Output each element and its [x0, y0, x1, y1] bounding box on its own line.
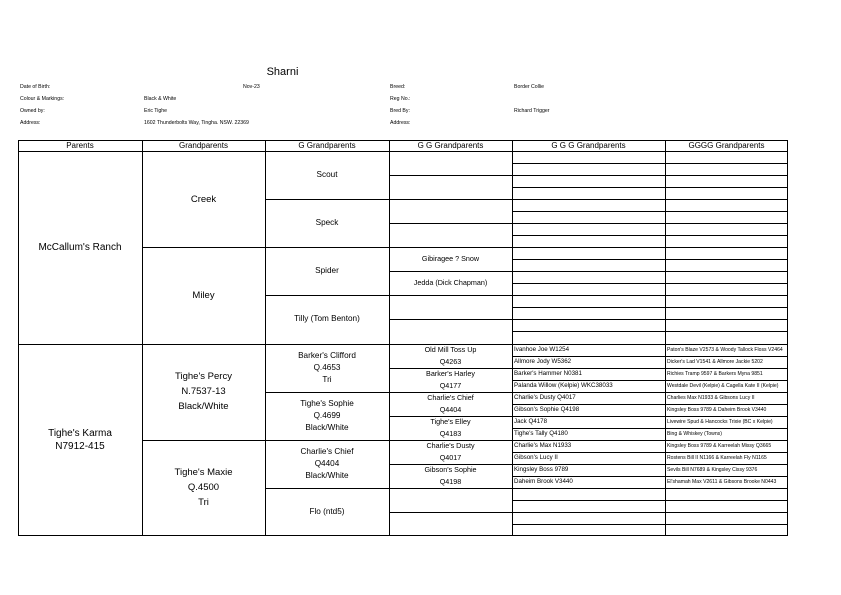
table-line [665, 416, 788, 417]
great-grandparent-name: Tighe's Sophie Q.4699 Black/White [300, 398, 354, 432]
great-grandparent-name: Flo (ntd5) [309, 506, 345, 516]
ggg-grandparent-name [512, 187, 665, 199]
table-line [512, 211, 665, 212]
gggg-grandparent-name [665, 500, 788, 512]
table-line [265, 199, 389, 200]
table-line [665, 259, 788, 260]
table-line [265, 392, 389, 393]
table-line [665, 271, 788, 272]
column-header: Parents [66, 141, 94, 150]
table-line [512, 428, 665, 429]
table-line [389, 319, 512, 320]
table-line [512, 380, 665, 381]
owned-value: Eric Tighe [144, 108, 168, 114]
table-line [512, 140, 513, 536]
gg-grandparent-name: Tighe's Elley Q4183 [430, 416, 471, 438]
gggg-grandparent-name [665, 175, 788, 187]
gg-grandparent-name: Old Mill Toss Up Q4263 [424, 344, 477, 366]
great-grandparent-name: Spider [315, 266, 339, 276]
ggg-grandparent-name [512, 211, 665, 223]
table-line [665, 223, 788, 224]
gg-grandparent-name [389, 488, 512, 512]
table-line [265, 440, 389, 441]
gggg-grandparent-name [665, 319, 788, 331]
gg-grandparent-name [389, 223, 512, 247]
table-line [512, 524, 665, 525]
table-line [512, 344, 665, 345]
address-label: Address: [20, 120, 41, 126]
table-line [665, 247, 788, 248]
column-header: GGGG Grandparents [688, 141, 765, 150]
table-line [512, 283, 665, 284]
ggg-grandparent-name [512, 283, 665, 295]
table-line [665, 319, 788, 320]
ggg-grandparent-name [512, 331, 665, 343]
table-line [18, 140, 19, 536]
table-line [265, 140, 266, 536]
table-line [142, 440, 265, 441]
table-line [389, 512, 512, 513]
ggg-grandparent-name [512, 500, 665, 512]
table-line [787, 140, 788, 536]
gggg-grandparent-name: El'shamah Max V2611 & Gibsons Brooke N0443 [667, 478, 777, 485]
column-header: G Grandparents [298, 141, 356, 150]
breed-value: Border Collie [514, 84, 544, 90]
ggg-grandparent-name: Daheim Brook V3440 [514, 478, 573, 486]
ggg-grandparent-name [512, 223, 665, 235]
table-line [512, 488, 665, 489]
table-line [512, 404, 665, 405]
table-line [512, 500, 665, 501]
table-line [512, 512, 665, 513]
ggg-grandparent-name [512, 235, 665, 247]
pedigree-table [18, 140, 788, 536]
table-line [265, 488, 389, 489]
page-title: Sharni [266, 66, 299, 78]
table-line [665, 140, 666, 536]
table-line [665, 404, 788, 405]
colour-value: Black & White [144, 96, 177, 102]
ggg-grandparent-name: Tighe's Tally Q4180 [514, 430, 568, 438]
table-line [665, 199, 788, 200]
ggg-grandparent-name [512, 199, 665, 211]
table-line [389, 140, 390, 536]
table-line [512, 331, 665, 332]
great-grandparent-name: Speck [315, 218, 339, 228]
table-line [512, 259, 665, 260]
gg-grandparent-name [389, 199, 512, 223]
gggg-grandparent-name: Bing & Whiskey (Towns) [667, 430, 722, 437]
table-line [265, 247, 389, 248]
table-line [389, 175, 512, 176]
table-line [512, 235, 665, 236]
table-line [389, 223, 512, 224]
table-line [665, 380, 788, 381]
dob-label: Date of Birth: [20, 84, 51, 90]
great-grandparent-name: Tilly (Tom Benton) [294, 314, 360, 324]
gggg-grandparent-name: Sevils Bill N7689 & Kingsley Cissy 9376 [667, 466, 758, 473]
table-line [665, 488, 788, 489]
ggg-grandparent-name: Kingsley Boss 9789 [514, 466, 569, 474]
table-line [512, 187, 665, 188]
table-line [18, 535, 788, 536]
ggg-grandparent-name: Gibson's Lucy II [514, 454, 558, 462]
bredby-label: Bred By: [390, 108, 410, 114]
gg-grandparent-name: Jedda (Dick Chapman) [413, 278, 488, 288]
gg-grandparent-name [389, 319, 512, 343]
table-line [512, 223, 665, 224]
table-line [389, 271, 512, 272]
table-line [512, 440, 665, 441]
table-line [512, 271, 665, 272]
ggg-grandparent-name: Ivanhoe Joe W1254 [514, 346, 570, 354]
parent-name: McCallum's Ranch [38, 241, 122, 253]
table-line [665, 235, 788, 236]
table-line [512, 452, 665, 453]
gggg-grandparent-name: Kingsley Boss 9789 & Daheim Brook V3440 [667, 406, 767, 413]
address2-label: Address: [390, 120, 411, 126]
table-line [665, 392, 788, 393]
great-grandparent-name: Charlie's Chief Q4404 Black/White [300, 446, 354, 480]
gggg-grandparent-name [665, 211, 788, 223]
parent-name: Tighe's Karma N7912-415 [48, 427, 112, 452]
gggg-grandparent-name: Paton's Blaze V2573 & Woody Tallock Floss V2464 [667, 346, 783, 353]
great-grandparent-name: Barker's Clifford Q.4653 Tri [298, 350, 356, 384]
table-line [389, 247, 512, 248]
table-line [512, 247, 665, 248]
ggg-grandparent-name [512, 247, 665, 259]
grandparent-name: Tighe's Maxie Q.4500 Tri [174, 467, 233, 509]
table-line [665, 440, 788, 441]
reg-label: Reg No.: [390, 96, 411, 102]
table-line [512, 199, 665, 200]
table-line [665, 307, 788, 308]
table-line [512, 356, 665, 357]
table-line [665, 295, 788, 296]
table-line [665, 476, 788, 477]
table-line [142, 247, 265, 248]
table-line [142, 140, 143, 536]
ggg-grandparent-name [512, 163, 665, 175]
table-line [665, 163, 788, 164]
ggg-grandparent-name [512, 271, 665, 283]
table-line [665, 452, 788, 453]
gggg-grandparent-name: Kingsley Boss 9789 & Karreelah Missy Q3665 [667, 442, 772, 449]
column-header: G G Grandparents [417, 141, 484, 150]
gggg-grandparent-name [665, 259, 788, 271]
ggg-grandparent-name [512, 512, 665, 524]
table-line [265, 344, 389, 345]
table-line [389, 464, 512, 465]
table-line [389, 368, 512, 369]
gggg-grandparent-name [665, 307, 788, 319]
gg-grandparent-name [389, 151, 512, 175]
table-line [665, 344, 788, 345]
gggg-grandparent-name [665, 331, 788, 343]
table-line [18, 344, 142, 345]
table-line [665, 428, 788, 429]
ggg-grandparent-name: Charlie's Max N1933 [514, 442, 572, 450]
ggg-grandparent-name: Charlie's Dusty Q4017 [514, 394, 576, 402]
ggg-grandparent-name [512, 151, 665, 163]
table-line [18, 151, 788, 152]
gggg-grandparent-name [665, 235, 788, 247]
table-line [512, 464, 665, 465]
table-line [512, 476, 665, 477]
table-line [665, 368, 788, 369]
ggg-grandparent-name: Jack Q4178 [514, 418, 548, 426]
gg-grandparent-name: Barker's Harley Q4177 [426, 368, 475, 390]
table-line [389, 199, 512, 200]
table-line [512, 175, 665, 176]
table-line [512, 392, 665, 393]
table-line [512, 163, 665, 164]
gg-grandparent-name [389, 512, 512, 536]
table-line [142, 344, 265, 345]
table-line [512, 307, 665, 308]
gggg-grandparent-name: Westdale Devil (Kelpie) & Cagella Kate II (Kelpie) [667, 382, 779, 389]
gggg-grandparent-name [665, 199, 788, 211]
table-line [265, 295, 389, 296]
gggg-grandparent-name [665, 295, 788, 307]
table-line [512, 368, 665, 369]
table-line [665, 283, 788, 284]
ggg-grandparent-name [512, 488, 665, 500]
table-line [665, 356, 788, 357]
great-grandparent-name: Scout [316, 170, 338, 180]
column-header: G G G Grandparents [551, 141, 626, 150]
table-line [512, 319, 665, 320]
gggg-grandparent-name [665, 223, 788, 235]
gggg-grandparent-name [665, 488, 788, 500]
ggg-grandparent-name [512, 259, 665, 271]
gg-grandparent-name: Charlie's Dusty Q4017 [426, 440, 475, 462]
table-line [389, 344, 512, 345]
gg-grandparent-name: Gibson's Sophie Q4198 [424, 464, 477, 486]
ggg-grandparent-name [512, 319, 665, 331]
gg-grandparent-name [389, 295, 512, 319]
gggg-grandparent-name [665, 151, 788, 163]
breed-label: Breed: [390, 84, 406, 90]
colour-label: Colour & Markings: [20, 96, 65, 102]
table-line [665, 331, 788, 332]
table-line [665, 175, 788, 176]
gggg-grandparent-name [665, 512, 788, 524]
ggg-grandparent-name: Allmore Jody W5362 [514, 358, 572, 366]
ggg-grandparent-name: Gibson's Sophie Q4198 [514, 406, 580, 414]
table-line [389, 440, 512, 441]
grandparent-name: Tighe's Percy N.7537-13 Black/White [175, 371, 232, 413]
address-value: 1602 Thunderbolts Way, Tingha. NSW. 22369 [144, 120, 249, 126]
ggg-grandparent-name [512, 307, 665, 319]
gg-grandparent-name: Gibiragee ? Snow [421, 254, 480, 264]
gg-grandparent-name [389, 175, 512, 199]
table-line [389, 416, 512, 417]
table-line [665, 524, 788, 525]
ggg-grandparent-name [512, 295, 665, 307]
dob-value: Nov-23 [243, 84, 260, 90]
ggg-grandparent-name: Palanda Willow (Kelpie) WKC38033 [514, 382, 613, 390]
table-line [389, 488, 512, 489]
gggg-grandparent-name [665, 247, 788, 259]
table-line [389, 295, 512, 296]
gggg-grandparent-name: Rostens Bill II N1166 & Karreelah Fly N1165 [667, 454, 767, 461]
table-line [665, 512, 788, 513]
table-line [665, 464, 788, 465]
gggg-grandparent-name: Richies Tramp 9597 & Barkers Myna 9851 [667, 370, 763, 377]
gggg-grandparent-name: Livewire Spud & Hancocks Trixie (BC x Kelpie) [667, 418, 773, 425]
ggg-grandparent-name: Barker's Hammer N0381 [514, 370, 582, 378]
table-line [512, 295, 665, 296]
table-line [389, 392, 512, 393]
owned-label: Owned by: [20, 108, 45, 114]
grandparent-name: Creek [190, 193, 217, 205]
table-line [665, 187, 788, 188]
column-header: Grandparents [179, 141, 228, 150]
gggg-grandparent-name [665, 163, 788, 175]
grandparent-name: Miley [192, 289, 215, 301]
gggg-grandparent-name [665, 283, 788, 295]
gggg-grandparent-name [665, 187, 788, 199]
gggg-grandparent-name: Charlies Max N1933 & Gibsons Lucy II [667, 394, 755, 401]
table-line [665, 211, 788, 212]
bredby-value: Richard Trigger [514, 108, 550, 114]
table-line [18, 140, 788, 141]
gggg-grandparent-name [665, 271, 788, 283]
table-line [512, 416, 665, 417]
gggg-grandparent-name: Dicker's Lad V1541 & Allmore Jackie 5202 [667, 358, 763, 365]
gg-grandparent-name: Charlie's Chief Q4404 [427, 392, 474, 414]
ggg-grandparent-name [512, 175, 665, 187]
table-line [665, 500, 788, 501]
